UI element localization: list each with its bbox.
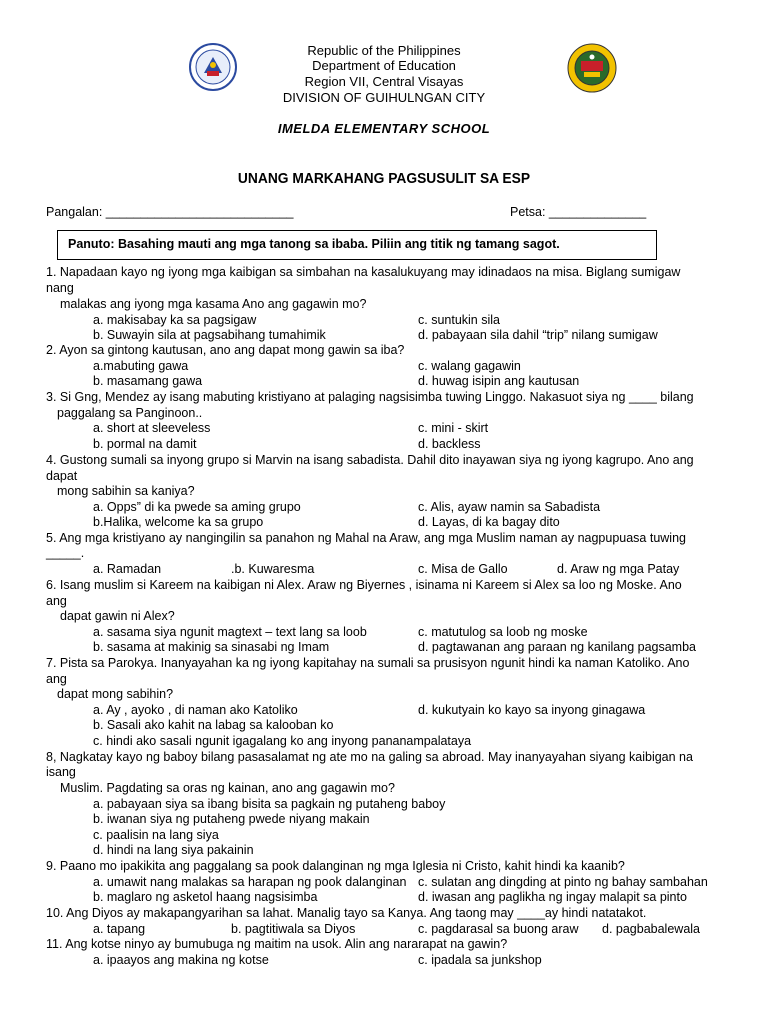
question-2-option-b[interactable]: b. masamang gawa bbox=[93, 374, 203, 388]
question-11-text: 11. Ang kotse ninyo ay bumubuga ng maitim na usok. Alin ang nararapat na gawin? bbox=[46, 937, 508, 951]
instruction-box bbox=[57, 230, 657, 260]
question-3-option-a[interactable]: a. short at sleeveless bbox=[93, 421, 211, 435]
question-6-option-c[interactable]: c. matutulog sa loob ng moske bbox=[418, 625, 588, 639]
question-8-text: 8, Nagkatay kayo ng baboy bilang pasasalamat ng ate mo na galing sa abroad. May inanyayahan siyang kaibigan na bbox=[46, 750, 693, 764]
question-1-option-a[interactable]: a. makisabay ka sa pagsigaw bbox=[93, 313, 257, 327]
question-6-option-d[interactable]: d. pagtawanan ang paraan ng kanilang pagsamba bbox=[418, 640, 696, 654]
question-3-option-d[interactable]: d. backless bbox=[418, 437, 481, 451]
header-line-republic: Republic of the Philippines bbox=[307, 43, 461, 58]
question-3-text: 3. Si Gng, Mendez ay isang mabuting kristiyano at palaging nagsisimba tuwing Linggo. Nakasuot siya ng ____ bilang bbox=[46, 390, 694, 404]
question-7-option-b[interactable]: b. Sasali ako kahit na labag sa kalooban ko bbox=[93, 718, 334, 732]
question-5-option-b[interactable]: .b. Kuwaresma bbox=[231, 562, 315, 576]
question-7-option-d[interactable]: d. kukutyain ko kayo sa inyong ginagawa bbox=[418, 703, 646, 717]
question-5-text: 5. Ang mga kristiyano ay nangingilin sa panahon ng Mahal na Araw, ang mga Muslim naman ay nagpupuasa tuwing bbox=[46, 531, 686, 545]
question-11-option-c[interactable]: c. ipadala sa junkshop bbox=[418, 953, 542, 967]
question-9-option-b[interactable]: b. maglaro ng asketol haang nagsisimba bbox=[93, 890, 318, 904]
question-8-option-c[interactable]: c. paalisin na lang siya bbox=[93, 828, 219, 842]
question-6-text: 6. Isang muslim si Kareem na kaibigan ni Alex. Araw ng Biyernes , isinama ni Kareem si Alex sa loo ng Moske. Ano bbox=[46, 578, 682, 592]
question-11-option-a[interactable]: a. ipaayos ang makina ng kotse bbox=[93, 953, 269, 967]
question-10-option-b[interactable]: b. pagtitiwala sa Diyos bbox=[231, 922, 356, 936]
question-4-option-a[interactable]: a. Opps” di ka pwede sa aming grupo bbox=[93, 500, 301, 514]
question-7-text: 7. Pista sa Parokya. Inanyayahan ka ng iyong kapitahay na sumali sa prusisyon ngunit hindi ka naman Katoliko. Ano bbox=[46, 656, 690, 670]
question-10-option-d[interactable]: d. pagbabalewala bbox=[602, 922, 700, 936]
question-2-text: 2. Ayon sa gintong kautusan, ano ang dapat mong gawin sa iba? bbox=[46, 343, 405, 357]
question-7-text-wrap: ang bbox=[46, 672, 67, 686]
school-name: IMELDA ELEMENTARY SCHOOL bbox=[277, 121, 491, 136]
question-6-text-wrap: ang bbox=[46, 594, 67, 608]
question-8-text-wrap: isang bbox=[46, 765, 76, 779]
question-1-text: 1. Napadaan kayo ng iyong mga kaibigan sa simbahan na kasalukuyang may idinadaos na misa. Biglang sumigaw bbox=[46, 265, 681, 279]
question-4-text: 4. Gustong sumali sa inyong grupo si Marvin na isang sabadista. Dahil dito inayawan siya ng iyong kagrupo. Ano ang bbox=[46, 453, 694, 467]
question-1-text-wrap: nang bbox=[46, 281, 74, 295]
question-9-text: 9. Paano mo ipakikita ang paggalang sa pook dalanginan ng mga Iglesia ni Cristo, kahit hindi ka kaanib? bbox=[46, 859, 625, 873]
question-1-text-cont: malakas ang iyong mga kasama Ano ang gagawin mo? bbox=[60, 297, 367, 311]
question-2-option-a[interactable]: a.mabuting gawa bbox=[93, 359, 189, 373]
question-1-option-d[interactable]: d. pabayaan sila dahil “trip” nilang sumigaw bbox=[418, 328, 658, 342]
question-3-option-b[interactable]: b. pormal na damit bbox=[93, 437, 197, 451]
question-4-option-c[interactable]: c. Alis, ayaw namin sa Sabadista bbox=[418, 500, 601, 514]
question-5-option-c[interactable]: c. Misa de Gallo bbox=[418, 562, 508, 576]
question-4-text-wrap: dapat bbox=[46, 469, 78, 483]
question-4-text-cont: mong sabihin sa kaniya? bbox=[57, 484, 195, 498]
question-7-text-cont: dapat mong sabihin? bbox=[57, 687, 174, 701]
question-6-text-cont: dapat gawin ni Alex? bbox=[60, 609, 175, 623]
question-5-option-a[interactable]: a. Ramadan bbox=[93, 562, 162, 576]
header-line-deped: Department of Education bbox=[312, 58, 456, 73]
question-5-text-wrap: _____. bbox=[46, 546, 85, 560]
exam-title: UNANG MARKAHANG PAGSUSULIT SA ESP bbox=[237, 170, 531, 187]
question-2-option-c[interactable]: c. walang gagawin bbox=[418, 359, 521, 373]
question-4-option-d[interactable]: d. Layas, di ka bagay dito bbox=[418, 515, 560, 529]
question-7-option-c[interactable]: c. hindi ako sasali ngunit igagalang ko ang inyong pananampalataya bbox=[93, 734, 472, 748]
question-3-text-cont: paggalang sa Panginoon.. bbox=[57, 406, 203, 420]
question-9-option-c[interactable]: c. sulatan ang dingding at pinto ng bahay sambahan bbox=[418, 875, 708, 889]
header-line-division: DIVISION OF GUIHULNGAN CITY bbox=[282, 90, 486, 105]
question-4-option-b[interactable]: b.Halika, welcome ka sa grupo bbox=[93, 515, 264, 529]
header-line-region: Region VII, Central Visayas bbox=[304, 74, 464, 89]
question-6-option-a[interactable]: a. sasama siya ngunit magtext – text lang sa loob bbox=[93, 625, 367, 639]
question-9-option-d[interactable]: d. iwasan ang paglikha ng ingay malapit sa pinto bbox=[418, 890, 687, 904]
question-8-option-d[interactable]: d. hindi na lang siya pakainin bbox=[93, 843, 254, 857]
question-6-option-b[interactable]: b. sasama at makinig sa sinasabi ng Imam bbox=[93, 640, 330, 654]
question-10-option-a[interactable]: a. tapang bbox=[93, 922, 146, 936]
question-10-text: 10. Ang Diyos ay makapangyarihan sa lahat. Manalig tayo sa Kanya. Ang taong may ____ay hindi natatakot. bbox=[46, 906, 647, 920]
question-9-option-a[interactable]: a. umawit nang malakas sa harapan ng pook dalanginan bbox=[93, 875, 407, 889]
question-8-option-a[interactable]: a. pabayaan siya sa ibang bisita sa pagkain ng putaheng baboy bbox=[93, 797, 446, 811]
question-1-option-c[interactable]: c. suntukin sila bbox=[418, 313, 500, 327]
question-10-option-c[interactable]: c. pagdarasal sa buong araw bbox=[418, 922, 579, 936]
question-7-option-a[interactable]: a. Ay , ayoko , di naman ako Katoliko bbox=[93, 703, 298, 717]
question-8-text-cont: Muslim. Pagdating sa oras ng kainan, ano ang gagawin mo? bbox=[60, 781, 395, 795]
question-5-option-d[interactable]: d. Araw ng mga Patay bbox=[557, 562, 680, 576]
question-3-option-c[interactable]: c. mini - skirt bbox=[418, 421, 489, 435]
instruction-text: Panuto: Basahing mauti ang mga tanong sa ibaba. Piliin ang titik ng tamang sagot. bbox=[68, 237, 560, 251]
name-field[interactable]: Pangalan: ___________________________ bbox=[46, 205, 294, 219]
question-8-option-b[interactable]: b. iwanan siya ng putaheng pwede niyang makain bbox=[93, 812, 370, 826]
question-2-option-d[interactable]: d. huwag isipin ang kautusan bbox=[418, 374, 580, 388]
question-1-option-b[interactable]: b. Suwayin sila at pagsabihang tumahimik bbox=[93, 328, 326, 342]
date-field[interactable]: Petsa: ______________ bbox=[510, 205, 647, 219]
